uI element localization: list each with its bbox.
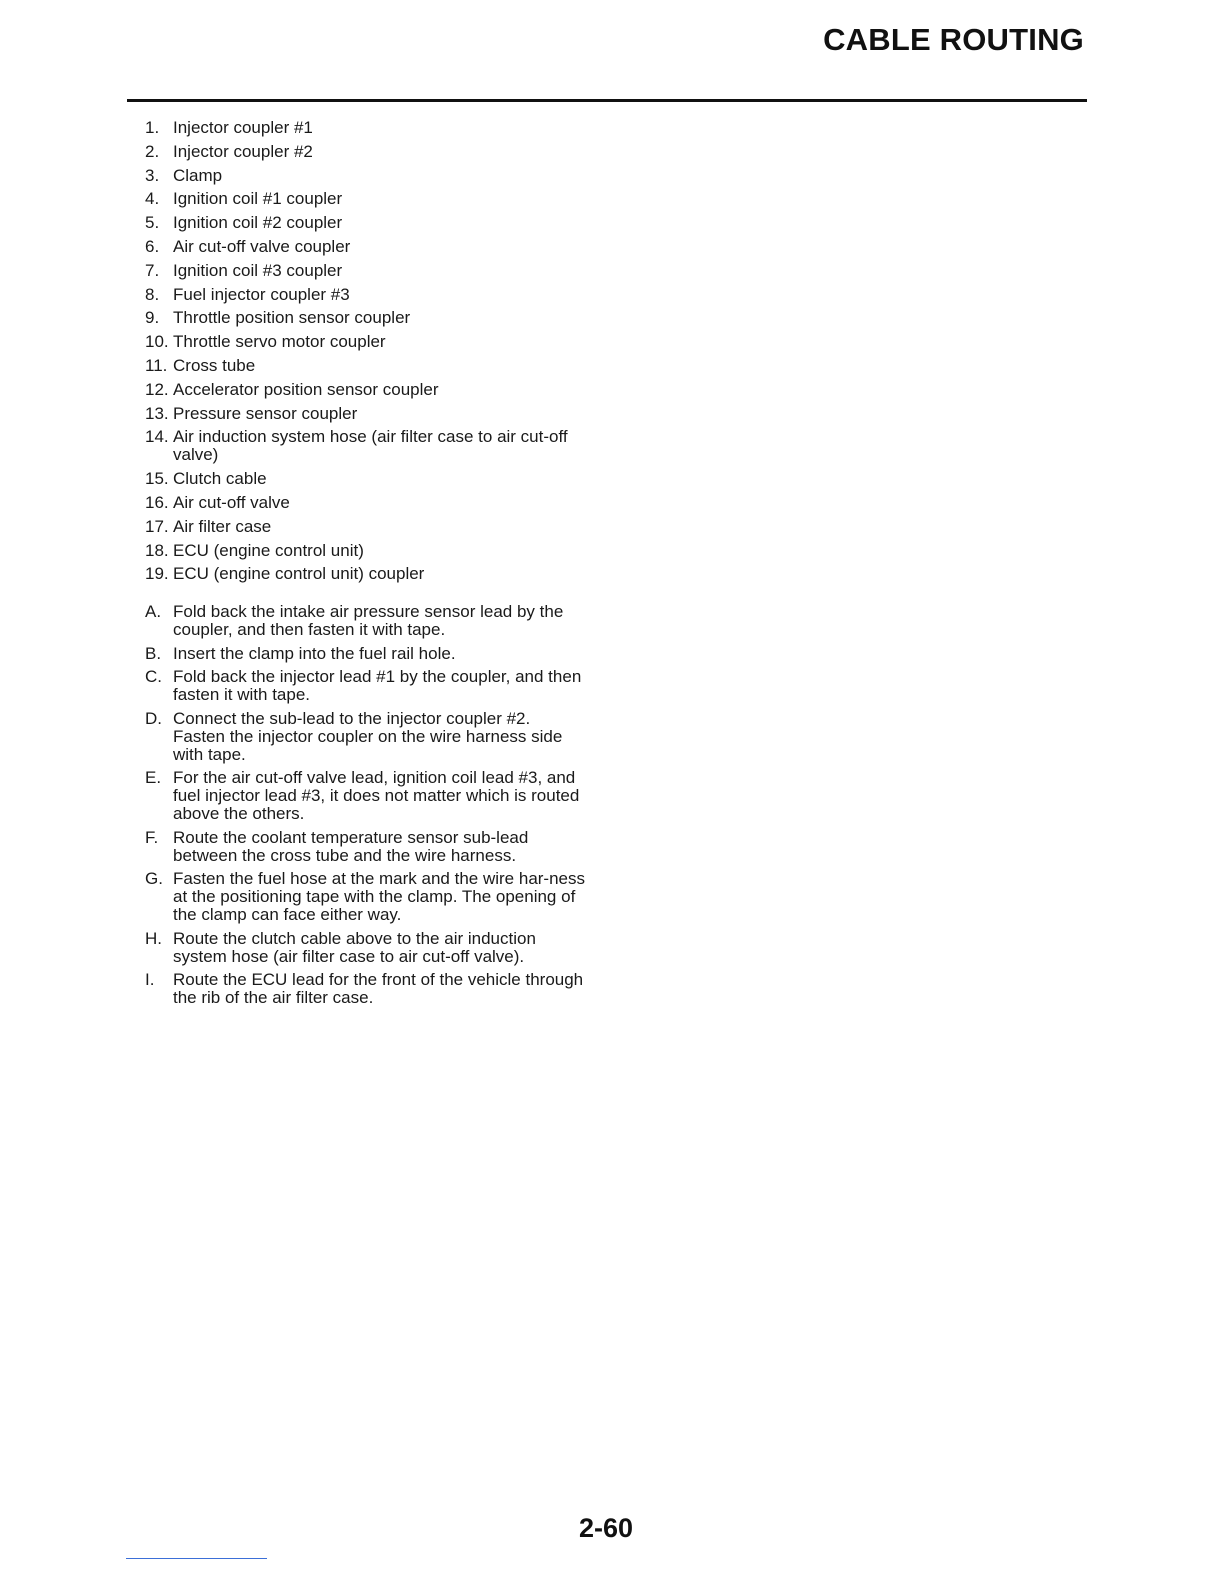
note-item <box>145 668 585 704</box>
item-text: Ignition coil #1 coupler <box>173 189 343 209</box>
item-number: 6. <box>145 236 160 256</box>
item-text: ECU (engine control unit) <box>173 540 364 560</box>
item-number: 13. <box>145 403 169 423</box>
note-text: Fasten the fuel hose at the mark and the wire har-ness at the positioning tape with the clamp. The opening of the clamp can face either way. <box>173 869 586 924</box>
page-title: CABLE ROUTING <box>823 22 1084 57</box>
note-item <box>145 870 585 924</box>
item-text: Air cut-off valve <box>173 492 290 512</box>
note-text: Connect the sub-lead to the injector coupler #2. Fasten the injector coupler on the wire harness side with tape. <box>173 708 563 764</box>
item-text: ECU (engine control unit) coupler <box>173 564 425 584</box>
item-text: Throttle servo motor coupler <box>173 332 386 352</box>
list-item <box>145 565 585 583</box>
list-item <box>145 428 585 464</box>
item-number: 18. <box>145 540 169 560</box>
note-text: For the air cut-off valve lead, ignition coil lead #3, and fuel injector lead #3, it does not matter which is routed above the others. <box>173 768 580 823</box>
item-number: 10. <box>145 332 169 352</box>
note-item <box>145 769 585 823</box>
item-text: Injector coupler #2 <box>173 141 313 161</box>
item-number: 12. <box>145 379 169 399</box>
list-item <box>145 542 585 560</box>
item-text: Accelerator position sensor coupler <box>173 379 439 399</box>
note-item <box>145 971 585 1007</box>
note-letter: G. <box>145 869 163 888</box>
list-item <box>145 494 585 512</box>
item-text: Injector coupler #1 <box>173 118 313 137</box>
item-number: 8. <box>145 284 160 304</box>
page-number: 2-60 <box>578 1513 634 1543</box>
item-number: 4. <box>145 189 160 209</box>
note-text: Fold back the injector lead #1 by the coupler, and then fasten it with tape. <box>173 667 582 704</box>
item-number: 7. <box>145 260 160 280</box>
note-letter: C. <box>145 667 162 686</box>
list-item <box>145 286 585 304</box>
note-letter: B. <box>145 643 162 663</box>
item-text: Air cut-off valve coupler <box>173 236 351 256</box>
note-letter: F. <box>145 827 159 847</box>
list-item <box>145 470 585 488</box>
note-text: Route the coolant temperature sensor sub-lead between the cross tube and the wire harness. <box>173 827 529 865</box>
item-number: 5. <box>145 213 160 233</box>
note-letter: D. <box>145 708 162 728</box>
list-item <box>145 190 585 208</box>
item-number: 14. <box>145 427 169 447</box>
note-letter: H. <box>145 928 162 948</box>
list-item <box>145 167 585 185</box>
list-item <box>145 238 585 256</box>
note-text: Route the ECU lead for the front of the vehicle through the rib of the air filter case. <box>173 970 584 1007</box>
item-text: Cross tube <box>173 355 256 375</box>
item-text: Ignition coil #3 coupler <box>173 260 343 280</box>
note-letter: A. <box>145 602 162 621</box>
list-item <box>145 333 585 351</box>
item-text: Air induction system hose (air filter case to air cut-off valve) <box>173 427 568 465</box>
note-text: Route the clutch cable above to the air induction system hose (air filter case to air cut-off valve). <box>173 928 536 966</box>
item-text: Clamp <box>173 165 223 185</box>
list-item <box>145 119 585 137</box>
list-item <box>145 518 585 536</box>
note-text: Insert the clamp into the fuel rail hole. <box>173 643 456 663</box>
note-letter: I. <box>145 970 155 989</box>
list-item <box>145 262 585 280</box>
note-text: Fold back the intake air pressure sensor lead by the coupler, and then fasten it with tape. <box>173 602 564 639</box>
item-number: 17. <box>145 516 169 536</box>
list-item <box>145 214 585 232</box>
item-number: 1. <box>145 118 160 137</box>
note-item <box>145 930 585 966</box>
header-rule <box>127 99 1087 102</box>
note-item <box>145 710 585 764</box>
item-text: Clutch cable <box>173 469 267 489</box>
item-text: Fuel injector coupler #3 <box>173 284 350 304</box>
item-text: Air filter case <box>173 516 272 536</box>
note-item <box>145 645 585 663</box>
item-number: 16. <box>145 492 169 512</box>
note-letter: E. <box>145 768 162 787</box>
list-item <box>145 357 585 375</box>
list-item <box>145 405 585 423</box>
item-number: 19. <box>145 564 169 584</box>
list-item <box>145 381 585 399</box>
item-number: 15. <box>145 469 169 489</box>
note-item <box>145 829 585 865</box>
item-number: 3. <box>145 165 160 185</box>
footer-rule <box>126 1558 267 1559</box>
item-number: 2. <box>145 141 160 161</box>
list-item <box>145 143 585 161</box>
note-item <box>145 603 585 639</box>
item-text: Ignition coil #2 coupler <box>173 213 343 233</box>
list-item <box>145 309 585 327</box>
item-number: 11. <box>145 355 168 375</box>
item-number: 9. <box>145 308 160 328</box>
item-text: Throttle position sensor coupler <box>173 308 411 328</box>
notes-list <box>145 603 585 1013</box>
parts-list <box>145 119 585 589</box>
item-text: Pressure sensor coupler <box>173 403 358 423</box>
